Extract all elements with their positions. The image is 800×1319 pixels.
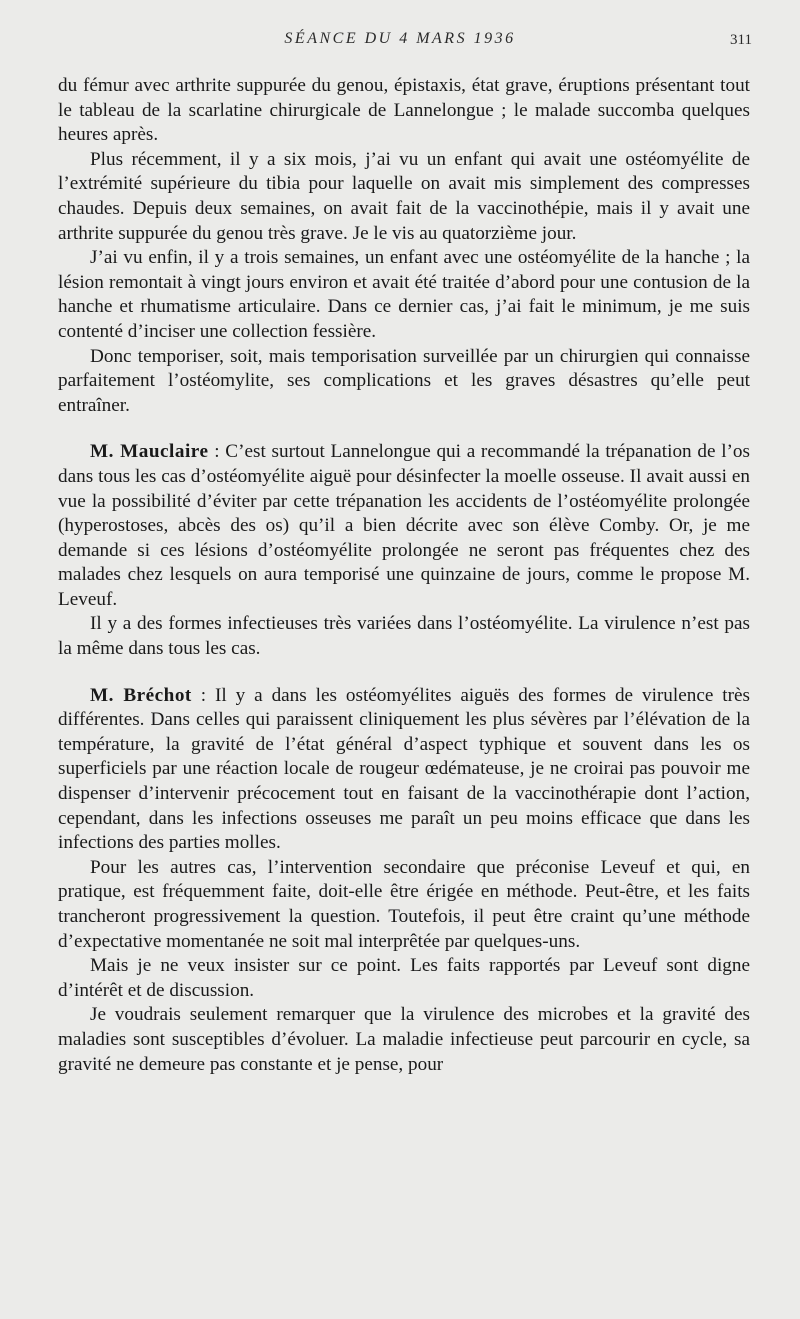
page-number: 311 bbox=[730, 32, 752, 48]
paragraph-text: Donc temporiser, soit, mais temporisation surveillée par un chirurgien qui connaisse parfaitement l’ostéomylite, ses complications et les graves désastres qu’elle peut entraîner. bbox=[58, 345, 750, 416]
paragraph-7 bbox=[58, 684, 750, 856]
paragraph-10 bbox=[58, 1003, 750, 1077]
paragraph-6 bbox=[58, 612, 750, 661]
paragraph-text: Plus récemment, il y a six mois, j’ai vu un enfant qui avait une ostéomyélite de l’extrémité supérieure du tibia pour laquelle on avait mis simplement des compresses chaudes. Depuis deux semaines, on avait fait de la vaccinothépie, mais il y avait une arthrite suppurée du genou très grave. Je le vis au quatorzième jour. bbox=[58, 148, 750, 244]
paragraph-1 bbox=[58, 74, 750, 148]
paragraph-8 bbox=[58, 856, 750, 954]
page-header bbox=[0, 30, 800, 54]
paragraph-4 bbox=[58, 345, 750, 419]
speaker-name: M. Bréchot bbox=[90, 684, 192, 706]
body-text bbox=[58, 74, 750, 1077]
paragraph-2 bbox=[58, 148, 750, 246]
paragraph-3 bbox=[58, 246, 750, 344]
paragraph-text: : C’est surtout Lannelongue qui a recommandé la trépanation de l’os dans tous les cas d’ostéomyélite aiguë pour désinfecter la moelle osseuse. Il avait aussi en vue la possibilité d’éviter par cette trépanation les accidents de l’ostéomyélite prolongée (hyperostoses, abcès des os) qu’il a bien décrite avec son élève Comby. Or, je me demande si ces lésions d’ostéomyélite prolongée ne seront pas fréquentes chez des malades chez lesquels on aura temporisé une quinzaine de jours, comme le propose M. Leveuf. bbox=[58, 441, 750, 610]
paragraph-text: Je voudrais seulement remarquer que la virulence des microbes et la gravité des maladies sont susceptibles d’évoluer. La maladie infectieuse peut parcourir en cycle, sa gravité ne demeure pas constante et je pense, pour bbox=[58, 1004, 750, 1075]
paragraph-text: du fémur avec arthrite suppurée du genou, épistaxis, état grave, éruptions présentant tout le tableau de la scarlatine chirurgicale de Lannelongue ; le malade succomba quelques heures après. bbox=[58, 75, 750, 146]
paragraph-9 bbox=[58, 954, 750, 1003]
running-head: SÉANCE DU 4 MARS 1936 bbox=[284, 30, 516, 47]
paragraph-text: : Il y a dans les ostéomyélites aiguës des formes de virulence très différentes. Dans celles qui paraissent cliniquement les plus sévères par l’élévation de la température, la gravité de l’état général d’aspect typhique et souvent dans les os superficiels par une réaction locale de rougeur œdémateuse, je ne croirai pas pouvoir me dispenser d’intervenir précocement tout en faisant de la vaccinothérapie dont l’action, cependant, dans les infections osseuses me paraît un peu moins efficace que dans les infections des parties molles. bbox=[58, 684, 750, 854]
paragraph-text: Pour les autres cas, l’intervention secondaire que préconise Leveuf et qui, en pratique, est fréquemment faite, doit-elle être érigée en méthode. Peut-être, et les faits trancheront progressivement la question. Toutefois, il peut être craint qu’une méthode d’expectative momentanée ne soit mal interprêtée par quelques-uns. bbox=[58, 856, 750, 952]
paragraph-5 bbox=[58, 440, 750, 612]
speaker-name: M. Mauclaire bbox=[90, 441, 209, 463]
paragraph-text: J’ai vu enfin, il y a trois semaines, un enfant avec une ostéomyélite de la hanche ; la lésion remontait à vingt jours environ et avait été traitée d’abord pour une contusion de la hanche et rhumatisme articulaire. Dans ce dernier cas, j’ai fait le minimum, je me suis contenté d’inciser une collection fessière. bbox=[58, 247, 750, 342]
paragraph-text: Mais je ne veux insister sur ce point. Les faits rapportés par Leveuf sont digne d’intérêt et de discussion. bbox=[58, 955, 750, 1001]
paragraph-text: Il y a des formes infectieuses très variées dans l’ostéomyélite. La virulence n’est pas la même dans tous les cas. bbox=[58, 613, 750, 660]
